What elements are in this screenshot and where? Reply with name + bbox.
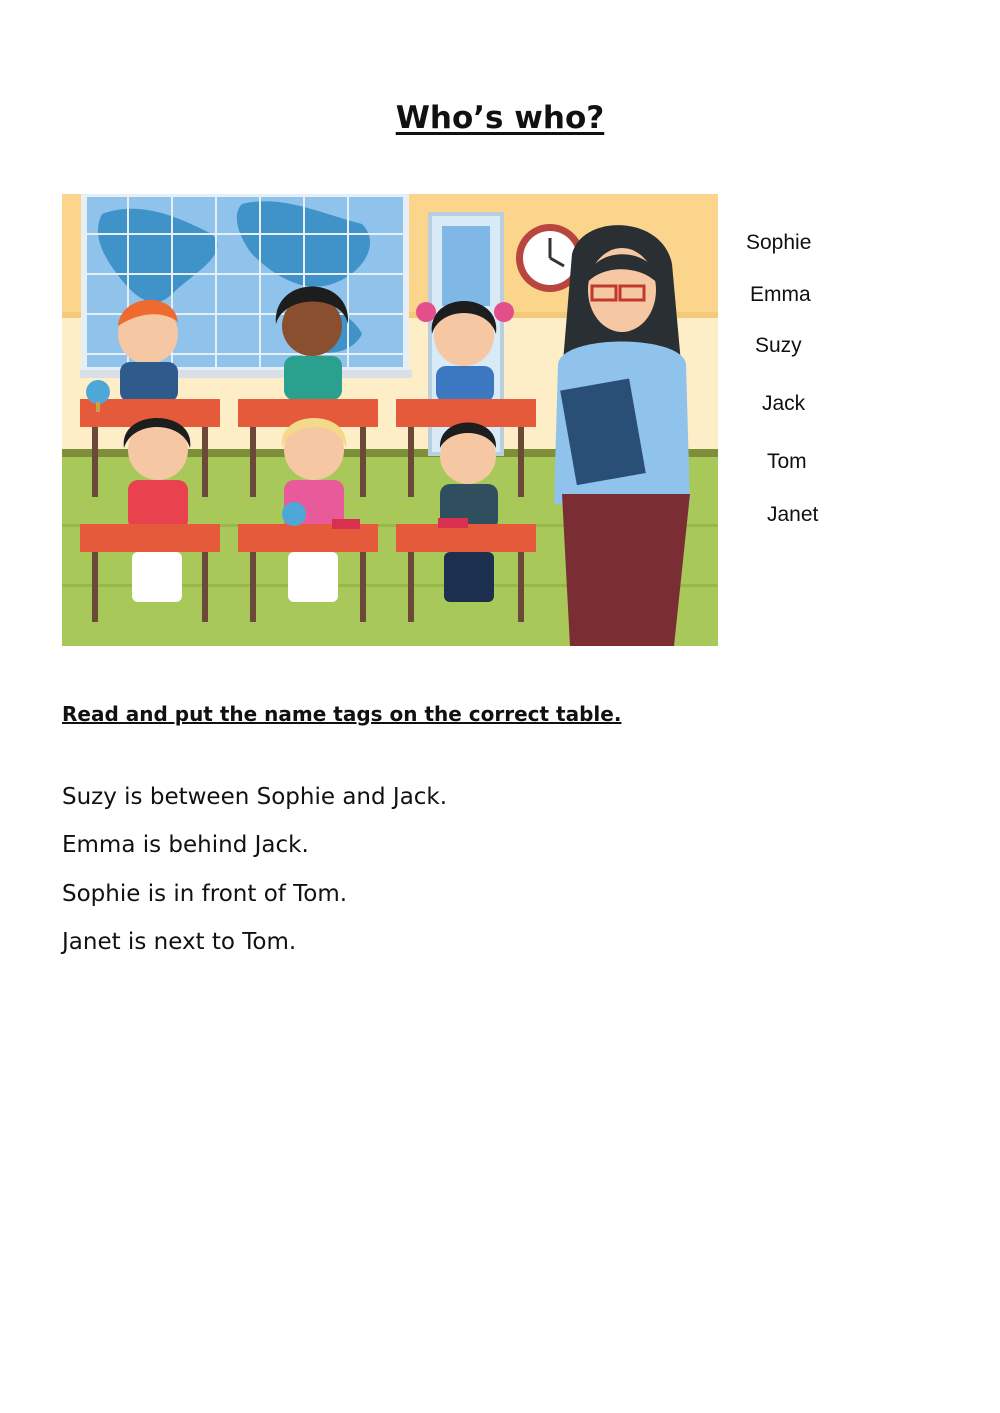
name-tag-sophie[interactable]: Sophie	[746, 231, 812, 254]
name-tag-emma[interactable]: Emma	[750, 283, 811, 306]
clue-3: Sophie is in front of Tom.	[62, 881, 348, 907]
clue-2: Emma is behind Jack.	[62, 832, 309, 858]
instruction-text: Read and put the name tags on the correct table.	[62, 702, 622, 726]
worksheet-title: Who’s who?	[395, 100, 605, 136]
classroom-illustration	[62, 194, 718, 646]
name-tag-suzy[interactable]: Suzy	[755, 334, 802, 357]
name-tag-tom[interactable]: Tom	[767, 450, 807, 473]
name-tag-janet[interactable]: Janet	[767, 503, 819, 526]
clue-1: Suzy is between Sophie and Jack.	[62, 784, 448, 810]
name-tag-jack[interactable]: Jack	[762, 392, 806, 415]
clue-4: Janet is next to Tom.	[62, 929, 297, 955]
